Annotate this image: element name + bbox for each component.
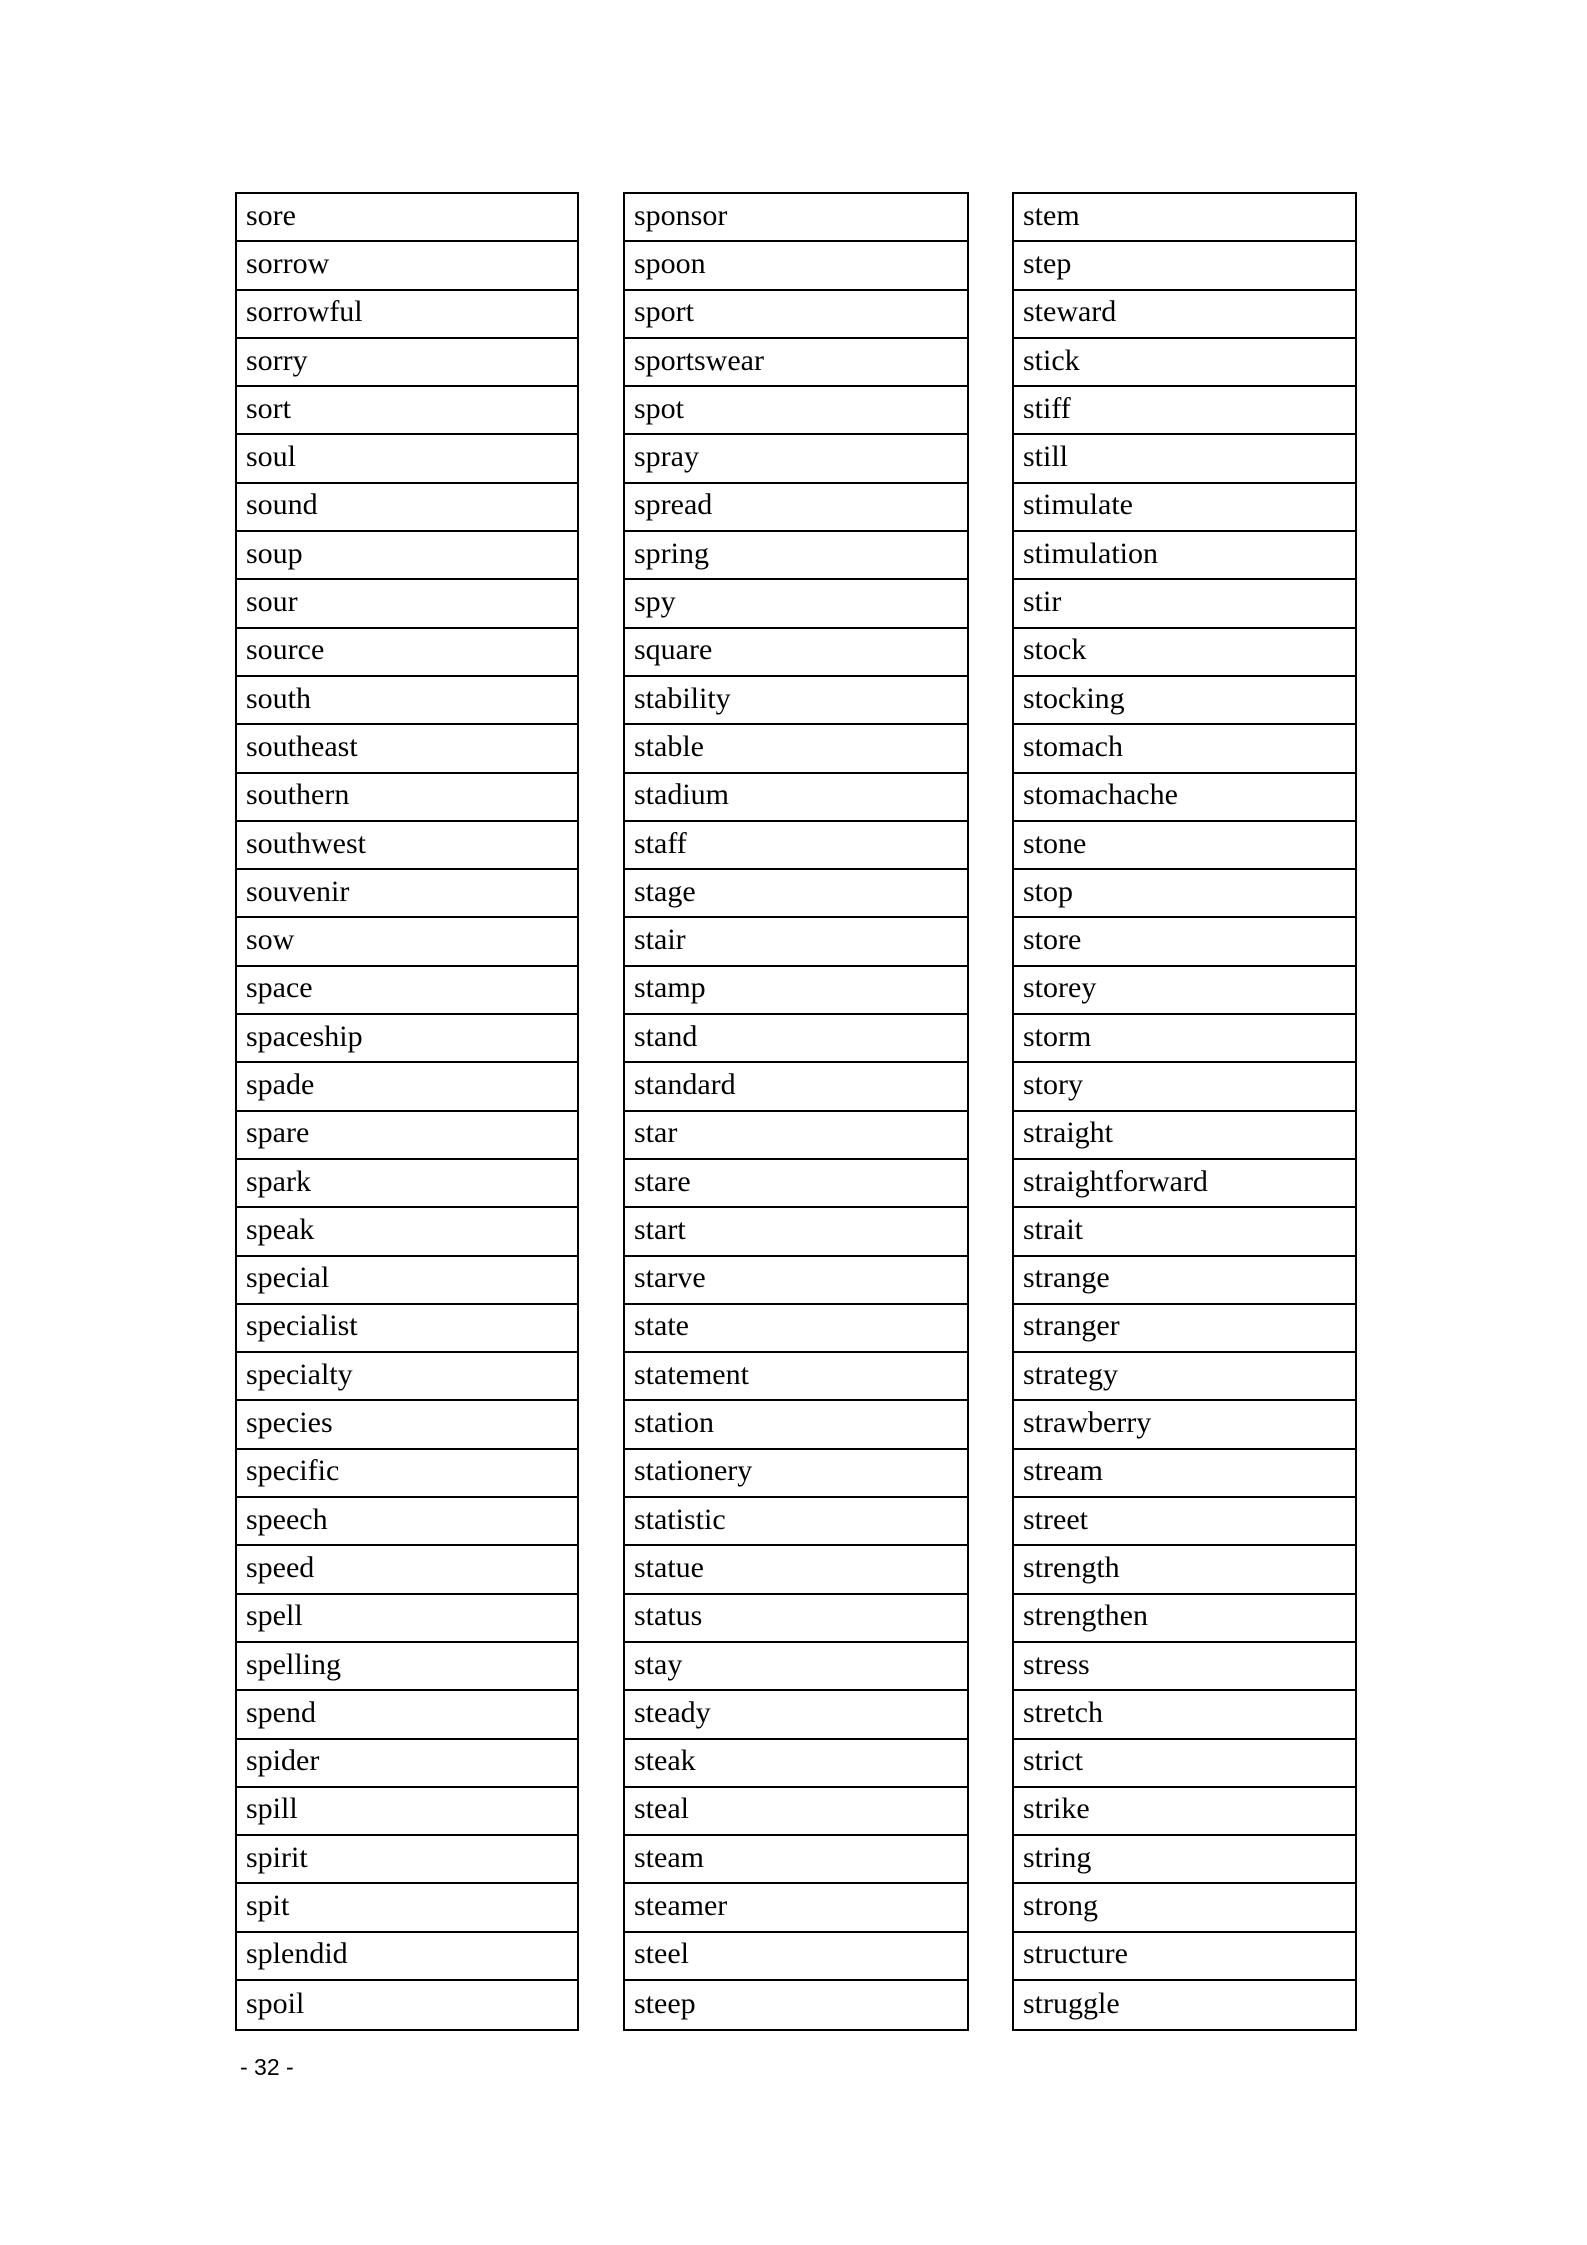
word-table-left xyxy=(235,192,579,2031)
word-table-right xyxy=(1012,192,1357,2031)
word-cell: stomach xyxy=(1014,725,1355,773)
word-cell: stocking xyxy=(1014,677,1355,725)
word-cell: stare xyxy=(625,1160,967,1208)
word-cell: splendid xyxy=(237,1933,577,1981)
word-cell: southwest xyxy=(237,822,577,870)
word-cell: sorrowful xyxy=(237,291,577,339)
word-cell: straightforward xyxy=(1014,1160,1355,1208)
word-cell: stay xyxy=(625,1643,967,1691)
word-cell: spoon xyxy=(625,242,967,290)
word-cell: string xyxy=(1014,1836,1355,1884)
word-cell: sour xyxy=(237,580,577,628)
word-cell: stretch xyxy=(1014,1691,1355,1739)
word-cell: status xyxy=(625,1595,967,1643)
word-cell: strict xyxy=(1014,1740,1355,1788)
word-cell: stationery xyxy=(625,1450,967,1498)
page-number: - 32 - xyxy=(240,2054,294,2080)
word-cell: steel xyxy=(625,1933,967,1981)
word-cell: source xyxy=(237,629,577,677)
word-cell: steak xyxy=(625,1740,967,1788)
word-cell: straight xyxy=(1014,1112,1355,1160)
word-cell: struggle xyxy=(1023,1986,1120,2020)
word-cell: sorry xyxy=(237,339,577,387)
word-cell: stem xyxy=(1014,194,1355,242)
word-cell: spread xyxy=(625,484,967,532)
word-cell: specific xyxy=(237,1450,577,1498)
word-cell: spare xyxy=(237,1112,577,1160)
word-cell: spider xyxy=(237,1740,577,1788)
word-cell: stimulate xyxy=(1014,484,1355,532)
word-cell: stone xyxy=(1014,822,1355,870)
word-cell: spelling xyxy=(237,1643,577,1691)
word-cell: statistic xyxy=(625,1498,967,1546)
word-cell: stranger xyxy=(1014,1305,1355,1353)
word-cell: stadium xyxy=(625,774,967,822)
word-cell: still xyxy=(1014,435,1355,483)
word-cell: stage xyxy=(625,870,967,918)
word-cell: stability xyxy=(625,677,967,725)
word-cell: spend xyxy=(237,1691,577,1739)
word-cell: stress xyxy=(1014,1643,1355,1691)
word-cell: square xyxy=(625,629,967,677)
word-cell: south xyxy=(237,677,577,725)
word-table-middle xyxy=(623,192,969,2031)
word-cell: spark xyxy=(237,1160,577,1208)
word-cell: soul xyxy=(237,435,577,483)
word-cell: structure xyxy=(1014,1933,1355,1981)
word-cell: soup xyxy=(237,532,577,580)
word-cell: stair xyxy=(625,918,967,966)
word-cell: spell xyxy=(237,1595,577,1643)
word-cell: stamp xyxy=(625,967,967,1015)
word-cell: steam xyxy=(625,1836,967,1884)
word-cell: special xyxy=(237,1257,577,1305)
word-cell: steamer xyxy=(625,1884,967,1932)
word-cell: steep xyxy=(634,1986,696,2020)
word-cell: star xyxy=(625,1112,967,1160)
word-cell: strait xyxy=(1014,1208,1355,1256)
word-cell: sponsor xyxy=(625,194,967,242)
word-cell: story xyxy=(1014,1063,1355,1111)
word-cell: sound xyxy=(237,484,577,532)
word-cell: store xyxy=(1014,918,1355,966)
word-cell: staff xyxy=(625,822,967,870)
word-cell: strong xyxy=(1014,1884,1355,1932)
word-cell: spirit xyxy=(237,1836,577,1884)
word-cell: sorrow xyxy=(237,242,577,290)
word-cell: stop xyxy=(1014,870,1355,918)
word-cell: spy xyxy=(625,580,967,628)
word-cell: strengthen xyxy=(1014,1595,1355,1643)
word-cell: species xyxy=(237,1401,577,1449)
word-cell: state xyxy=(625,1305,967,1353)
word-cell: storm xyxy=(1014,1015,1355,1063)
word-cell: statement xyxy=(625,1353,967,1401)
word-cell: step xyxy=(1014,242,1355,290)
word-cell: sow xyxy=(237,918,577,966)
word-cell: stir xyxy=(1014,580,1355,628)
word-cell: southern xyxy=(237,774,577,822)
word-cell: sportswear xyxy=(625,339,967,387)
word-cell: stable xyxy=(625,725,967,773)
word-cell: spit xyxy=(237,1884,577,1932)
word-cell: street xyxy=(1014,1498,1355,1546)
word-cell: steward xyxy=(1014,291,1355,339)
word-cell: spot xyxy=(625,387,967,435)
word-cell: sore xyxy=(237,194,577,242)
word-cell: station xyxy=(625,1401,967,1449)
word-cell: speech xyxy=(237,1498,577,1546)
word-cell: strength xyxy=(1014,1546,1355,1594)
word-cell: strawberry xyxy=(1014,1401,1355,1449)
word-cell: stream xyxy=(1014,1450,1355,1498)
word-cell: sport xyxy=(625,291,967,339)
word-cell: stimulation xyxy=(1014,532,1355,580)
word-cell: standard xyxy=(625,1063,967,1111)
word-cell: sort xyxy=(237,387,577,435)
word-cell: steal xyxy=(625,1788,967,1836)
word-cell: stock xyxy=(1014,629,1355,677)
word-cell: storey xyxy=(1014,967,1355,1015)
word-cell: specialty xyxy=(237,1353,577,1401)
word-cell: speak xyxy=(237,1208,577,1256)
word-cell: stomachache xyxy=(1014,774,1355,822)
word-cell: spoil xyxy=(246,1986,305,2020)
word-cell: steady xyxy=(625,1691,967,1739)
word-cell: spring xyxy=(625,532,967,580)
word-cell: souvenir xyxy=(237,870,577,918)
word-cell: specialist xyxy=(237,1305,577,1353)
word-cell: stiff xyxy=(1014,387,1355,435)
word-cell: starve xyxy=(625,1257,967,1305)
word-cell: space xyxy=(237,967,577,1015)
word-cell: strike xyxy=(1014,1788,1355,1836)
word-cell: spill xyxy=(237,1788,577,1836)
word-cell: stand xyxy=(625,1015,967,1063)
word-cell: speed xyxy=(237,1546,577,1594)
word-cell: southeast xyxy=(237,725,577,773)
word-cell: strange xyxy=(1014,1257,1355,1305)
word-cell: statue xyxy=(625,1546,967,1594)
word-cell: strategy xyxy=(1014,1353,1355,1401)
word-cell: spaceship xyxy=(237,1015,577,1063)
word-cell: spade xyxy=(237,1063,577,1111)
word-cell: spray xyxy=(625,435,967,483)
word-cell: start xyxy=(625,1208,967,1256)
word-cell: stick xyxy=(1014,339,1355,387)
